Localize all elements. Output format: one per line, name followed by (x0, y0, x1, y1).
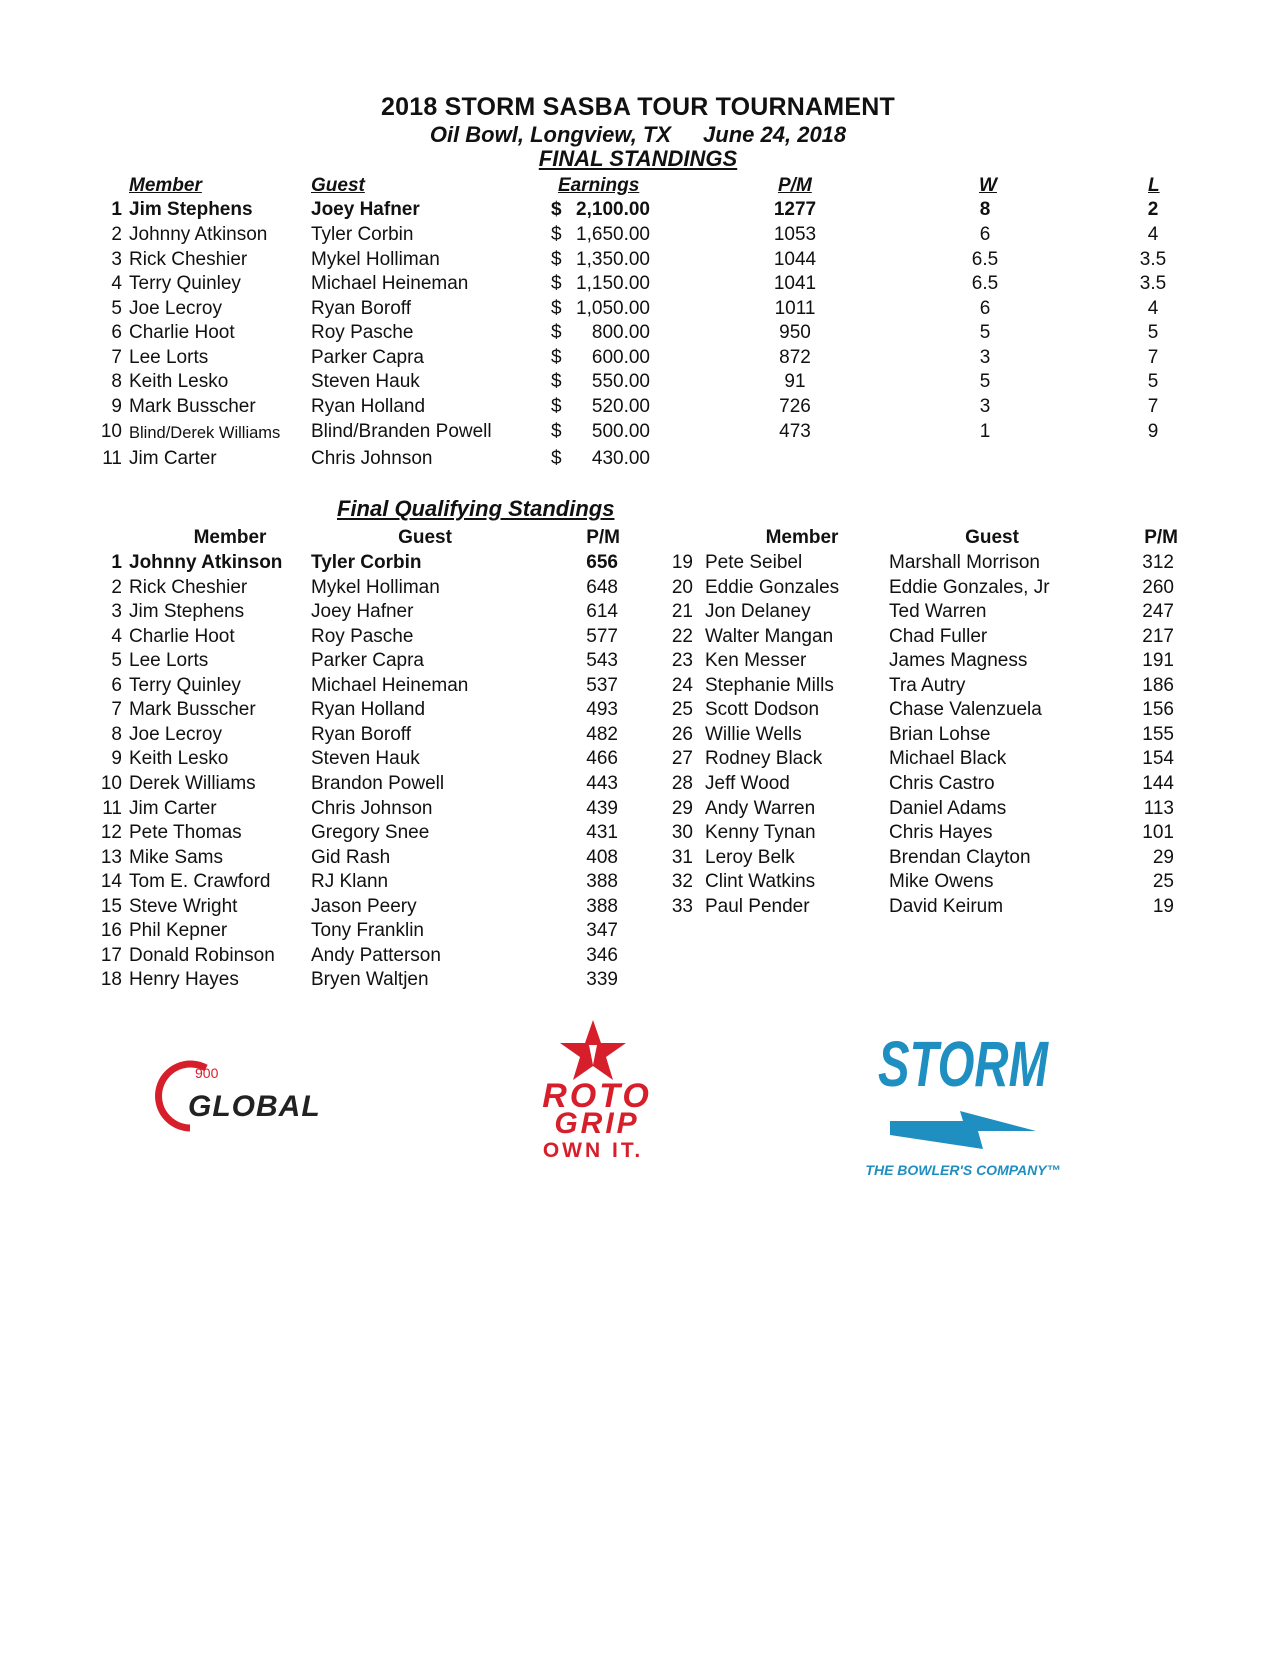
guest-name: Michael Heineman (311, 273, 469, 294)
losses: 4 (1147, 224, 1159, 245)
pins-over-average: 260 (1142, 577, 1174, 598)
earnings: 1,650.00 (576, 224, 650, 245)
currency-symbol: $ (551, 347, 562, 368)
qualifying-row (0, 822, 1276, 846)
pins-over-average: 543 (586, 650, 618, 671)
pins-over-average: 466 (586, 748, 618, 769)
guest-name: Bryen Waltjen (311, 969, 429, 990)
member-name: Kenny Tynan (705, 822, 816, 843)
qualifying-title: Final Qualifying Standings (337, 496, 615, 521)
member-name: Joe Lecroy (129, 298, 222, 319)
final-col-earnings: Earnings (558, 175, 640, 196)
currency-symbol: $ (551, 396, 562, 417)
member-name: Pete Thomas (129, 822, 242, 843)
guest-name: Gid Rash (311, 847, 391, 868)
guest-name: Chris Johnson (311, 448, 433, 469)
guest-name: Tra Autry (889, 675, 966, 696)
pins-over-average: 113 (1143, 798, 1174, 819)
guest-name: Steven Hauk (311, 748, 420, 769)
wins: 3 (979, 347, 991, 368)
guest-name: Mykel Holliman (311, 577, 440, 598)
member-name: Willie Wells (705, 724, 802, 745)
guest-name: Blind/Branden Powell (311, 421, 492, 442)
losses: 5 (1147, 371, 1159, 392)
guest-name: Gregory Snee (311, 822, 430, 843)
rank: 15 (100, 896, 122, 917)
currency-symbol: $ (551, 273, 562, 294)
venue: Oil Bowl, Longview, TX (429, 122, 672, 147)
guest-name: David Keirum (889, 896, 1004, 917)
currency-symbol: $ (551, 199, 562, 220)
pins-over-average: 191 (1142, 650, 1174, 671)
qualifying-row (0, 650, 1276, 674)
rank: 1 (111, 199, 122, 220)
member-name: Jim Stephens (129, 601, 245, 622)
member-name: Ken Messer (705, 650, 807, 671)
pins-over-average: 493 (586, 699, 618, 720)
member-name: Johnny Atkinson (129, 552, 283, 573)
final-row (0, 273, 1276, 297)
member-name: Walter Mangan (705, 626, 834, 647)
pins-over-average: 872 (779, 347, 811, 368)
pins-over-average: 482 (586, 724, 618, 745)
rank: 27 (671, 748, 693, 769)
pins-over-average: 217 (1142, 626, 1174, 647)
final-col-guest: Guest (311, 175, 365, 196)
member-name: Keith Lesko (129, 371, 229, 392)
pins-over-average: 155 (1142, 724, 1174, 745)
member-name: Terry Quinley (129, 675, 241, 696)
rotogrip-line2: GRIP (554, 1107, 640, 1140)
wins: 6 (979, 224, 991, 245)
rank: 22 (671, 626, 693, 647)
rank: 10 (100, 421, 122, 442)
member-name: Scott Dodson (705, 699, 820, 720)
earnings: 800.00 (591, 322, 650, 343)
pins-over-average: 156 (1142, 699, 1174, 720)
guest-name: Mykel Holliman (311, 249, 440, 270)
member-name: Lee Lorts (129, 650, 209, 671)
qualifying-row (0, 847, 1276, 871)
final-row (0, 421, 1276, 445)
qualifying-row (0, 675, 1276, 699)
pins-over-average: 388 (586, 896, 618, 917)
losses: 5 (1147, 322, 1159, 343)
guest-name: Andy Patterson (311, 945, 441, 966)
storm-logo-text: STORM (878, 1028, 1050, 1100)
pins-over-average: 473 (779, 421, 811, 442)
rank: 29 (671, 798, 693, 819)
wins: 8 (979, 199, 991, 220)
losses: 3.5 (1139, 273, 1167, 294)
rank: 7 (111, 699, 122, 720)
event-date: June 24, 2018 (703, 122, 847, 147)
member-name: Jim Stephens (129, 199, 253, 220)
rank: 25 (671, 699, 693, 720)
pins-over-average: 408 (586, 847, 618, 868)
member-name: Charlie Hoot (129, 322, 235, 343)
rank: 5 (111, 298, 122, 319)
final-row (0, 347, 1276, 371)
losses: 2 (1147, 199, 1159, 220)
earnings: 550.00 (591, 371, 650, 392)
event-subtitle (0, 122, 1276, 148)
rank: 4 (111, 273, 122, 294)
rank: 16 (100, 920, 122, 941)
pins-over-average: 25 (1152, 871, 1174, 892)
pins-over-average: 1041 (773, 273, 817, 294)
member-name: Eddie Gonzales (705, 577, 840, 598)
member-name: Keith Lesko (129, 748, 229, 769)
guest-name: Parker Capra (311, 650, 424, 671)
final-row (0, 371, 1276, 395)
member-name: Charlie Hoot (129, 626, 235, 647)
guest-name: Chad Fuller (889, 626, 988, 647)
pins-over-average: 648 (586, 577, 618, 598)
pins-over-average: 950 (779, 322, 811, 343)
member-name: Joe Lecroy (129, 724, 222, 745)
rank: 2 (111, 224, 122, 245)
final-col-l: L (1148, 175, 1160, 196)
currency-symbol: $ (551, 448, 562, 469)
guest-name: Michael Heineman (311, 675, 469, 696)
qual-right-col-member: Member (765, 527, 839, 548)
member-name: Rick Cheshier (129, 249, 248, 270)
earnings: 1,350.00 (576, 249, 650, 270)
qual-right-col-guest: Guest (965, 527, 1019, 548)
guest-name: Ryan Boroff (311, 298, 411, 319)
global-logo (168, 1058, 368, 1138)
rank: 3 (111, 249, 122, 270)
rank: 8 (111, 371, 122, 392)
qualifying-row (0, 896, 1276, 920)
pins-over-average: 388 (586, 871, 618, 892)
final-row (0, 298, 1276, 322)
rank: 20 (671, 577, 693, 598)
pins-over-average: 339 (586, 969, 618, 990)
guest-name: James Magness (889, 650, 1028, 671)
member-name: Pete Seibel (705, 552, 803, 573)
qualifying-row (0, 773, 1276, 797)
pins-over-average: 431 (586, 822, 618, 843)
final-row (0, 396, 1276, 420)
guest-name: Chris Castro (889, 773, 995, 794)
earnings: 520.00 (591, 396, 650, 417)
guest-name: Joey Hafner (311, 199, 420, 220)
pins-over-average: 346 (586, 945, 618, 966)
wins: 5 (979, 371, 991, 392)
qualifying-row (0, 601, 1276, 625)
earnings: 1,050.00 (576, 298, 650, 319)
pins-over-average: 312 (1142, 552, 1174, 573)
pins-over-average: 614 (586, 601, 618, 622)
rank: 9 (111, 748, 122, 769)
guest-name: Chris Johnson (311, 798, 433, 819)
final-col-member: Member (129, 175, 202, 196)
qualifying-row (0, 798, 1276, 822)
pins-over-average: 443 (586, 773, 618, 794)
guest-name: Steven Hauk (311, 371, 420, 392)
rank: 18 (100, 969, 122, 990)
member-name: Jeff Wood (705, 773, 790, 794)
member-name: Mark Busscher (129, 699, 256, 720)
losses: 7 (1147, 396, 1159, 417)
member-name: Mike Sams (129, 847, 223, 868)
qualifying-row (0, 626, 1276, 650)
wins: 6.5 (971, 249, 999, 270)
qual-right-col-pm: P/M (1144, 527, 1178, 548)
qualifying-row (0, 699, 1276, 723)
storm-lightning-icon (890, 1111, 1036, 1149)
rotogrip-logo (505, 1015, 690, 1160)
rank: 8 (111, 724, 122, 745)
rank: 10 (100, 773, 122, 794)
pins-over-average: 1053 (773, 224, 817, 245)
losses: 9 (1147, 421, 1159, 442)
guest-name: Tyler Corbin (311, 224, 414, 245)
guest-name: Chase Valenzuela (889, 699, 1042, 720)
guest-name: Ryan Holland (311, 396, 426, 417)
member-name: Steve Wright (129, 896, 238, 917)
global-logo-900: 900 (195, 1065, 219, 1081)
guest-name: Ryan Holland (311, 699, 426, 720)
rank: 31 (671, 847, 693, 868)
pins-over-average: 247 (1142, 601, 1174, 622)
member-name: Rodney Black (705, 748, 823, 769)
currency-symbol: $ (551, 371, 562, 392)
pins-over-average: 154 (1142, 748, 1174, 769)
member-name: Donald Robinson (129, 945, 275, 966)
rank: 23 (671, 650, 693, 671)
rank: 6 (111, 322, 122, 343)
rank: 13 (100, 847, 122, 868)
wins: 5 (979, 322, 991, 343)
member-name: Leroy Belk (705, 847, 795, 868)
member-name: Tom E. Crawford (129, 871, 271, 892)
currency-symbol: $ (551, 224, 562, 245)
wins: 1 (979, 421, 991, 442)
currency-symbol: $ (551, 421, 562, 442)
qualifying-row (0, 871, 1276, 895)
pins-over-average: 439 (586, 798, 618, 819)
rank: 7 (111, 347, 122, 368)
pins-over-average: 144 (1142, 773, 1174, 794)
losses: 3.5 (1139, 249, 1167, 270)
guest-name: Tyler Corbin (311, 552, 422, 573)
rank: 14 (100, 871, 122, 892)
pins-over-average: 1044 (773, 249, 817, 270)
member-name: Henry Hayes (129, 969, 239, 990)
rank: 12 (100, 822, 122, 843)
rank: 24 (671, 675, 693, 696)
guest-name: Tony Franklin (311, 920, 424, 941)
guest-name: Joey Hafner (311, 601, 414, 622)
qualifying-row (0, 748, 1276, 772)
pins-over-average: 186 (1142, 675, 1174, 696)
pins-over-average: 101 (1142, 822, 1174, 843)
losses: 7 (1147, 347, 1159, 368)
guest-name: Brian Lohse (889, 724, 991, 745)
rank: 19 (671, 552, 693, 573)
guest-name: Daniel Adams (889, 798, 1007, 819)
guest-name: Parker Capra (311, 347, 424, 368)
member-name: Jim Carter (129, 798, 217, 819)
storm-tagline: THE BOWLER'S COMPANY™ (865, 1162, 1061, 1178)
guest-name: RJ Klann (311, 871, 389, 892)
qualifying-row (0, 724, 1276, 748)
qual-left-col-pm: P/M (586, 527, 620, 548)
rank: 4 (111, 626, 122, 647)
rank: 1 (111, 552, 122, 573)
wins: 3 (979, 396, 991, 417)
guest-name: Ted Warren (889, 601, 987, 622)
member-name: Jim Carter (129, 448, 217, 469)
page-title: 2018 STORM SASBA TOUR TOURNAMENT (381, 93, 895, 121)
rank: 11 (102, 798, 122, 819)
final-row (0, 448, 1276, 472)
qual-left-col-guest: Guest (398, 527, 452, 548)
earnings: 2,100.00 (576, 199, 650, 220)
pins-over-average: 656 (586, 552, 618, 573)
guest-name: Eddie Gonzales, Jr (889, 577, 1050, 598)
rank: 2 (111, 577, 122, 598)
global-logo-text: GLOBAL (188, 1090, 321, 1123)
final-row (0, 249, 1276, 273)
guest-name: Mike Owens (889, 871, 994, 892)
member-name: Johnny Atkinson (129, 224, 268, 245)
qualifying-row (0, 969, 1276, 993)
storm-logo (865, 1023, 1068, 1183)
pins-over-average: 1277 (773, 199, 817, 220)
wins: 6.5 (971, 273, 999, 294)
guest-name: Marshall Morrison (889, 552, 1040, 573)
currency-symbol: $ (551, 298, 562, 319)
member-name: Lee Lorts (129, 347, 209, 368)
final-row (0, 322, 1276, 346)
member-name: Phil Kepner (129, 920, 228, 941)
final-row (0, 199, 1276, 223)
guest-name: Chris Hayes (889, 822, 993, 843)
rank: 28 (671, 773, 693, 794)
pins-over-average: 537 (586, 675, 618, 696)
final-standings-title: FINAL STANDINGS (538, 146, 738, 171)
rank: 11 (102, 448, 122, 469)
currency-symbol: $ (551, 322, 562, 343)
qualifying-row (0, 945, 1276, 969)
member-name: Terry Quinley (129, 273, 241, 294)
rank: 6 (111, 675, 122, 696)
member-name: Clint Watkins (705, 871, 816, 892)
rank: 26 (671, 724, 693, 745)
qualifying-row (0, 577, 1276, 601)
wins: 6 (979, 298, 991, 319)
guest-name: Brendan Clayton (889, 847, 1031, 868)
member-name: Derek Williams (129, 773, 256, 794)
earnings: 600.00 (591, 347, 650, 368)
currency-symbol: $ (551, 249, 562, 270)
qualifying-row (0, 552, 1276, 576)
earnings: 500.00 (591, 421, 650, 442)
earnings: 1,150.00 (576, 273, 650, 294)
qualifying-row (0, 920, 1276, 944)
pins-over-average: 347 (586, 920, 618, 941)
member-name: Mark Busscher (129, 396, 256, 417)
guest-name: Roy Pasche (311, 626, 414, 647)
member-name: Andy Warren (705, 798, 816, 819)
final-row (0, 224, 1276, 248)
guest-name: Roy Pasche (311, 322, 414, 343)
member-name: Paul Pender (705, 896, 810, 917)
rank: 30 (671, 822, 693, 843)
member-name: Stephanie Mills (705, 675, 834, 696)
member-name: Rick Cheshier (129, 577, 248, 598)
member-name: Jon Delaney (705, 601, 811, 622)
rank: 17 (100, 945, 122, 966)
rank: 32 (671, 871, 693, 892)
pins-over-average: 91 (784, 371, 806, 392)
losses: 4 (1147, 298, 1159, 319)
guest-name: Brandon Powell (311, 773, 445, 794)
guest-name: Ryan Boroff (311, 724, 411, 745)
rotogrip-tagline: OWN IT. (542, 1139, 644, 1162)
pins-over-average: 19 (1152, 896, 1174, 917)
pins-over-average: 1011 (774, 298, 816, 319)
rank: 9 (111, 396, 122, 417)
rank: 33 (671, 896, 693, 917)
pins-over-average: 29 (1152, 847, 1174, 868)
final-col-pm: P/M (778, 175, 812, 196)
rotogrip-line1: ROTO (542, 1077, 652, 1115)
pins-over-average: 577 (586, 626, 618, 647)
pins-over-average: 726 (779, 396, 811, 417)
earnings: 430.00 (591, 448, 650, 469)
rank: 3 (111, 601, 122, 622)
rank: 5 (111, 650, 122, 671)
qual-left-col-member: Member (193, 527, 267, 548)
member-name: Blind/Derek Williams (129, 424, 281, 442)
guest-name: Michael Black (889, 748, 1007, 769)
final-col-w: W (979, 175, 997, 196)
guest-name: Jason Peery (311, 896, 417, 917)
rank: 21 (671, 601, 693, 622)
